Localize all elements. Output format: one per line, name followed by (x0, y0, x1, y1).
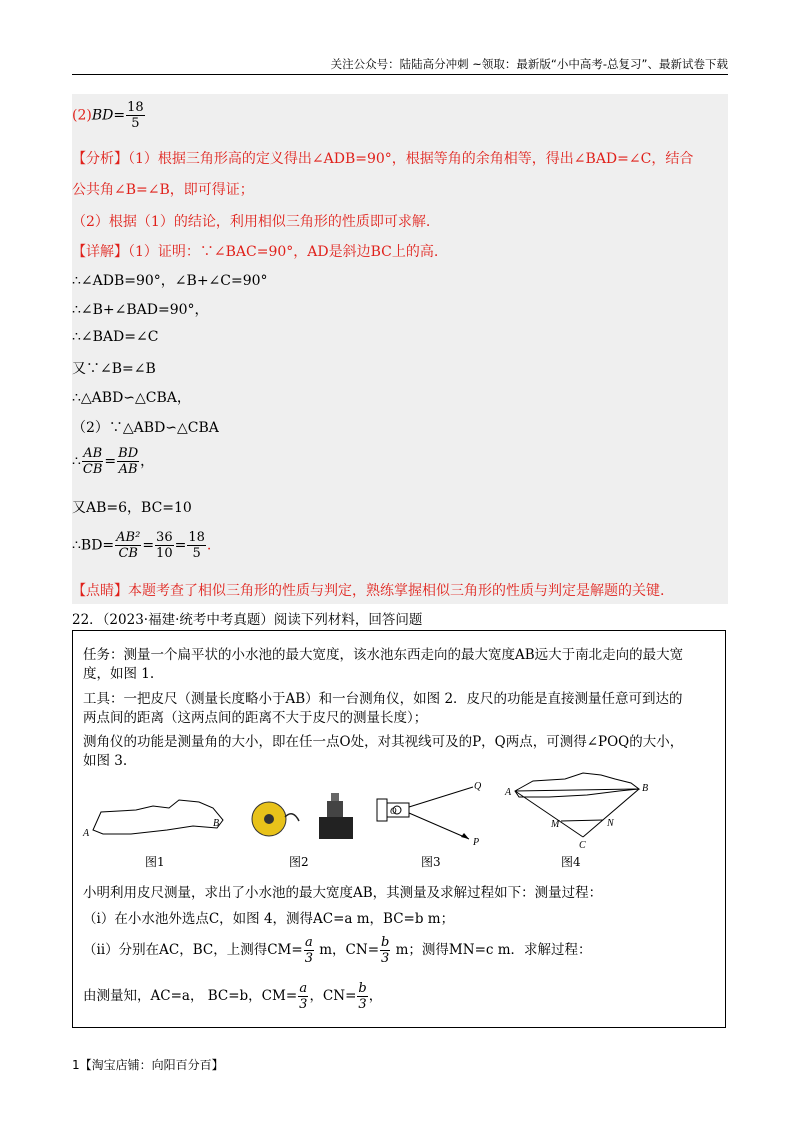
known-values: 由测量知，AC=a， BC=b，CM= $\frac{a}{3}$ ，CN= $\frac{b}{3}$ ， (83, 981, 383, 1012)
comment-line: 【点睛】本题考查了相似三角形的性质与判定，熟练掌握相似三角形的性质与判定是解题的关键. (72, 583, 665, 599)
proof-step-6: （2）∵△ABD∽△CBA (72, 420, 219, 436)
fig4-a-label: A (505, 787, 512, 798)
tape-strip (285, 814, 299, 821)
ray-op (409, 813, 469, 839)
pond-outline (93, 800, 223, 834)
analysis-line-2: 公共角∠B=∠B，即可得证； (72, 182, 254, 198)
tool-line-2: 两点间的距离（这两点间的距离不大于皮尺的测量长度）； (83, 710, 428, 726)
figure-3-caption: 图3 (421, 855, 441, 869)
figure-4-caption: 图4 (561, 855, 581, 869)
angle-line-1: 测角仪的功能是测量角的大小，即在任一点O处，对其视线可及的P，Q两点，可测得∠POQ的大小， (83, 734, 684, 750)
fig4-c-label: C (579, 840, 586, 849)
proof-step-3: ∴∠BAD=∠C (72, 329, 159, 345)
solution-panel (72, 94, 728, 604)
proof-step-7: ∴ $\frac{AB}{CB}$ = $\frac{BD}{AB}$ ， (72, 446, 155, 477)
segment-ac (515, 791, 583, 837)
proof-step-5: ∴△ABD∽△CBA， (72, 390, 191, 406)
instrument-sight (331, 793, 339, 801)
angle-line-2: 如图 3. (83, 753, 128, 769)
answer-fraction: $\frac{18}{5}$ (127, 100, 144, 131)
figure-3-angle (373, 781, 493, 851)
arrow-p (461, 833, 469, 839)
page-header: 关注公众号：陆陆高分冲刺 ~领取：最新版“小中高考-总复习”、最新试卷下载 (72, 56, 728, 75)
point-b-label: B (213, 818, 220, 829)
angle-instrument-icon (319, 817, 353, 839)
measure-intro: 小明利用皮尺测量，求出了小水池的最大宽度AB，其测量及求解过程如下：测量过程： (83, 885, 603, 901)
ray-oq (409, 787, 473, 807)
tape-measure-hub (264, 814, 274, 824)
proof-step-9: ∴BD= $\frac{\text{AB²}}{CB}$ = $\frac{36}{10}$ = $\frac{18}{5}$ . (72, 530, 212, 561)
page-footer: 1【淘宝店铺：向阳百分百】 (72, 1058, 224, 1072)
analysis-line-1: 【分析】（1）根据三角形高的定义得出∠ADB=90°，根据等角的余角相等，得出∠BAD=∠C，结合 (72, 151, 694, 167)
segment-mn (561, 820, 603, 821)
analysis-line-3: （2）根据（1）的结论，利用相似三角形的性质即可求解. (72, 214, 431, 230)
point-q-label: Q (474, 781, 482, 792)
point-o-label: O (390, 806, 397, 816)
figure-4-triangle (503, 769, 653, 849)
point-p-label: P (473, 837, 480, 848)
fig4-n-label: N (607, 818, 614, 829)
tool-line-1: 工具：一把皮尺（测量长度略小于AB）和一台测角仪，如图 2．皮尺的功能是直接测量任意可到达的 (83, 691, 683, 707)
task-line-2: 度，如图 1. (83, 666, 155, 682)
proof-step-2: ∴∠B+∠BAD=90°， (72, 302, 209, 318)
instrument-head (327, 801, 343, 817)
measure-step-i: （ⅰ）在小水池外选点C，如图 4，测得AC=a m，BC=b m； (83, 911, 455, 927)
answer-line: (2)BD= $\frac{18}{5}$ (72, 100, 144, 131)
detail-line: 【详解】（1）证明：∵∠BAC=90°，AD是斜边BC上的高. (72, 244, 439, 260)
instrument-left (377, 799, 387, 821)
question-box (72, 630, 726, 1028)
question-title: 22．（2023·福建·统考中考真题）阅读下列材料，回答问题 (72, 612, 423, 628)
proof-step-8: 又AB=6，BC=10 (72, 500, 192, 516)
segment-bc (583, 789, 639, 837)
measure-step-ii: （ⅱ）分别在AC，BC，上测得CM= $\frac{a}{3}$ m，CN= $\frac{b}{3}$ m；测得MN=c m．求解过程： (83, 935, 592, 966)
figure-2-tools (241, 791, 361, 846)
figure-2-caption: 图2 (289, 855, 309, 869)
fig4-b-label: B (642, 783, 649, 794)
point-a-label: A (83, 828, 90, 839)
proof-step-1: ∴∠ADB=90°，∠B+∠C=90° (72, 273, 268, 289)
figure-1-pond (81, 786, 231, 846)
pond-outline-2 (515, 773, 639, 797)
figure-1-caption: 图1 (145, 855, 165, 869)
fig4-m-label: M (551, 819, 560, 830)
task-line-1: 任务：测量一个扁平状的小水池的最大宽度，该水池东西走向的最大宽度AB远大于南北走向的最大宽 (83, 647, 684, 663)
proof-step-4: 又∵∠B=∠B (72, 361, 156, 377)
